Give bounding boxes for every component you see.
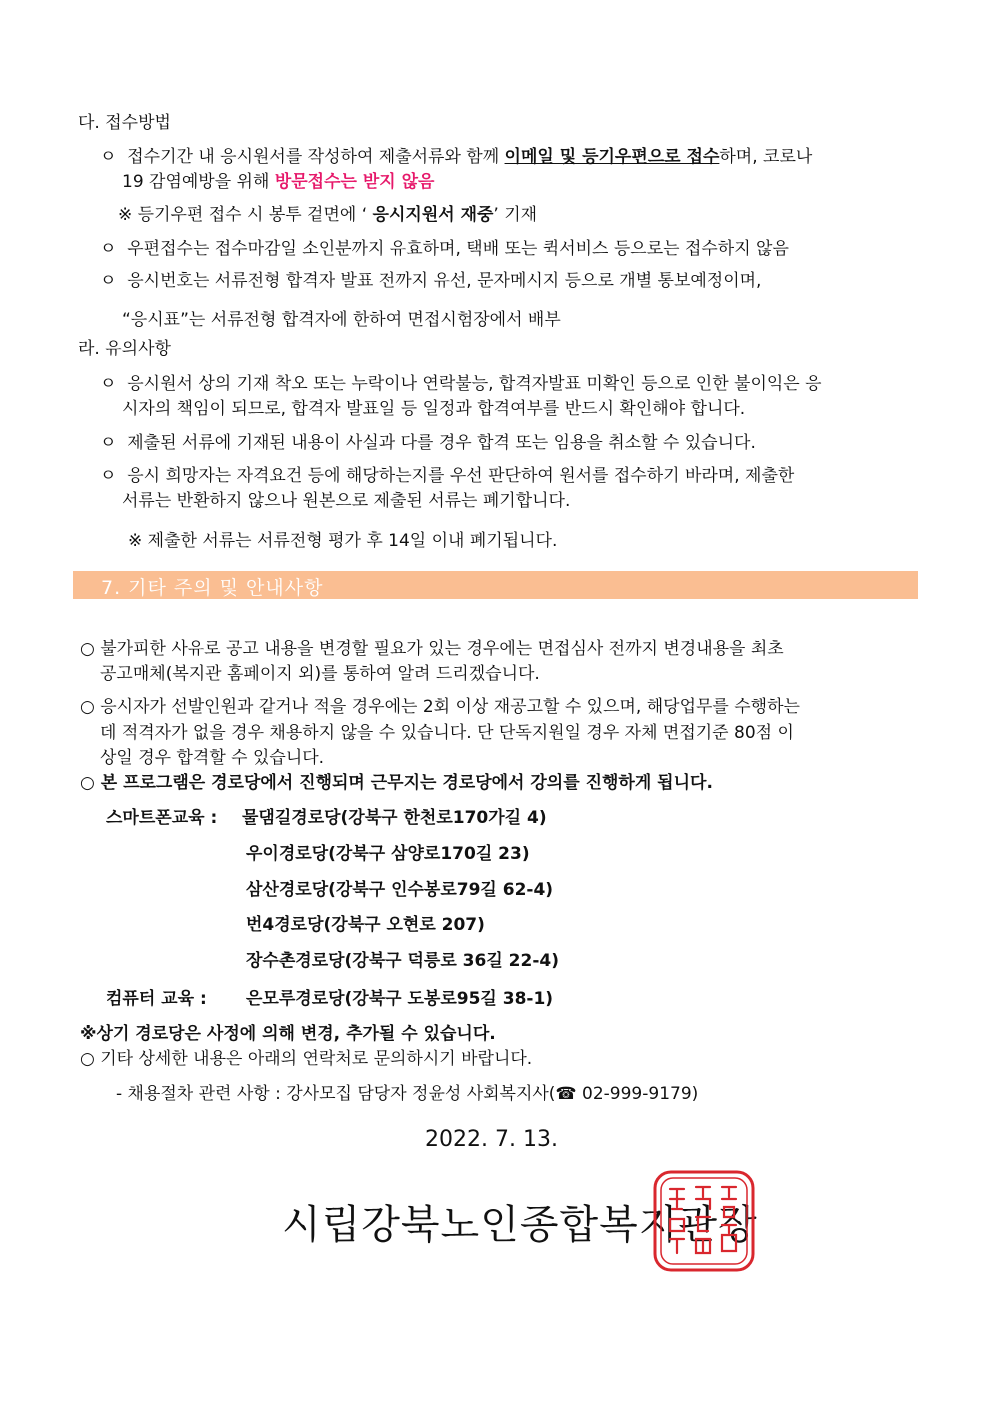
bullet-circle: ㅇ: [100, 466, 117, 486]
section-da-item1-cont: [122, 167, 434, 192]
bullet-circle: ㅇ: [100, 433, 117, 453]
section-ra-heading: 라. 유의사항: [78, 339, 171, 359]
phone-icon: ☎: [555, 1084, 577, 1104]
section-da-heading: 다. 접수방법: [78, 113, 171, 133]
section-da-item2: [100, 234, 789, 259]
smart-site-3: 삼산경로당(강북구 인수봉로79길 62-4): [246, 880, 554, 900]
section7-item1-cont: 공고매체(복지관 홈페이지 외)를 통하여 알려 드리겠습니다.: [100, 664, 540, 684]
document-date: 2022. 7. 13.: [425, 1127, 558, 1152]
note-text: ※ 등기우편 접수 시 봉투 겉면에 ‘: [118, 205, 373, 225]
item-text: 응시원서 상의 기재 착오 또는 누락이나 연락불능, 합격자발표 미확인 등으로 인한 불이익은 응: [127, 374, 822, 394]
contact-line: [116, 1079, 698, 1104]
item-text: 우편접수는 접수마감일 소인분까지 유효하며, 택배 또는 퀵서비스 등으로는 접수하지 않음: [127, 239, 789, 259]
section7-banner: [73, 571, 918, 599]
institution-signature: 시립강북노인종합복지관장: [282, 1202, 758, 1248]
section-ra-item3-cont: 서류는 반환하지 않으나 원본으로 제출된 서류는 폐기합니다.: [122, 491, 571, 511]
official-seal-icon: [652, 1169, 756, 1273]
contact-text: - 채용절차 관련 사항 : 강사모집 담당자 정윤성 사회복지사(: [116, 1084, 556, 1104]
section-ra-item3: [100, 461, 794, 486]
section7-item1: ○ 불가피한 사유로 공고 내용을 변경할 필요가 있는 경우에는 면접심사 전까지 변경내용을 최초: [80, 639, 784, 659]
contact-intro: ○ 기타 상세한 내용은 아래의 연락처로 문의하시기 바랍니다.: [80, 1049, 533, 1069]
computer-site: 은모루경로당(강북구 도봉로95길 38-1): [246, 989, 554, 1009]
section-ra-item1-cont: 시자의 책임이 되므로, 합격자 발표일 등 일정과 합격여부를 반드시 확인해야 합니다.: [122, 399, 746, 419]
section-ra-item1: [100, 369, 822, 394]
section7-item2-cont2: 상일 경우 합격할 수 있습니다.: [100, 748, 325, 768]
smart-site-2: 우이경로당(강북구 삼양로170길 23): [246, 844, 530, 864]
item-text: 제출된 서류에 기재된 내용이 사실과 다를 경우 합격 또는 임용을 취소할 수 있습니다.: [127, 433, 756, 453]
item-text: 하며, 코로나: [719, 147, 813, 167]
email-registered-mail-text: 이메일 및 등기우편으로 접수: [504, 147, 720, 167]
smart-site-5: 장수촌경로당(강북구 덕릉로 36길 22-4): [246, 951, 559, 971]
note-bold-text: 응시지원서 재중: [372, 205, 494, 225]
note-text: ’ 기재: [493, 205, 538, 225]
section7-item2: ○ 응시자가 선발인원과 같거나 적을 경우에는 2회 이상 재공고할 수 있으며, 해당업무를 수행하는: [80, 697, 800, 717]
contact-phone: 02-999-9179): [576, 1084, 699, 1104]
smart-site-4: 번4경로당(강북구 오현로 207): [246, 915, 485, 935]
section-da-note: [118, 200, 537, 225]
bullet-circle: ㅇ: [100, 374, 117, 394]
item-text: 접수기간 내 응시원서를 작성하여 제출서류와 함께: [127, 147, 505, 167]
bullet-circle: ㅇ: [100, 147, 117, 167]
item-text: 응시 희망자는 자격요건 등에 해당하는지를 우선 판단하여 원서를 접수하기 바라며, 제출한: [127, 466, 795, 486]
bullet-circle: ㅇ: [100, 239, 117, 259]
section-ra-note: ※ 제출한 서류는 서류전형 평가 후 14일 이내 폐기됩니다.: [128, 531, 558, 551]
section7-title: 7. 기타 주의 및 안내사항: [101, 577, 324, 599]
item-text: 응시번호는 서류전형 합격자 발표 전까지 유선, 문자메시지 등으로 개별 통보예정이며,: [127, 271, 762, 291]
computer-label: 컴퓨터 교육 :: [106, 989, 207, 1009]
section-ra-item2: [100, 428, 756, 453]
smart-label: 스마트폰교육 :: [106, 808, 218, 828]
section7-item3: ○ 본 프로그램은 경로당에서 진행되며 근무지는 경로당에서 강의를 진행하게 됩니다.: [80, 773, 713, 793]
section-da-item1: [100, 142, 812, 167]
no-visit-text: 방문접수는 받지 않음: [274, 172, 435, 192]
section-da-item3-cont: “응시표”는 서류전형 합격자에 한하여 면접시험장에서 배부: [122, 310, 561, 330]
bullet-circle: ㅇ: [100, 271, 117, 291]
section7-note: ※상기 경로당은 사정에 의해 변경, 추가될 수 있습니다.: [80, 1024, 496, 1044]
smart-site-1: 물댐길경로당(강북구 한천로170가길 4): [242, 808, 547, 828]
section7-item2-cont: 데 적격자가 없을 경우 채용하지 않을 수 있습니다. 단 단독지원일 경우 자체 면접기준 80점 이: [100, 723, 794, 743]
item-text: 19 감염예방을 위해: [122, 172, 275, 192]
section-da-item3: [100, 266, 761, 291]
